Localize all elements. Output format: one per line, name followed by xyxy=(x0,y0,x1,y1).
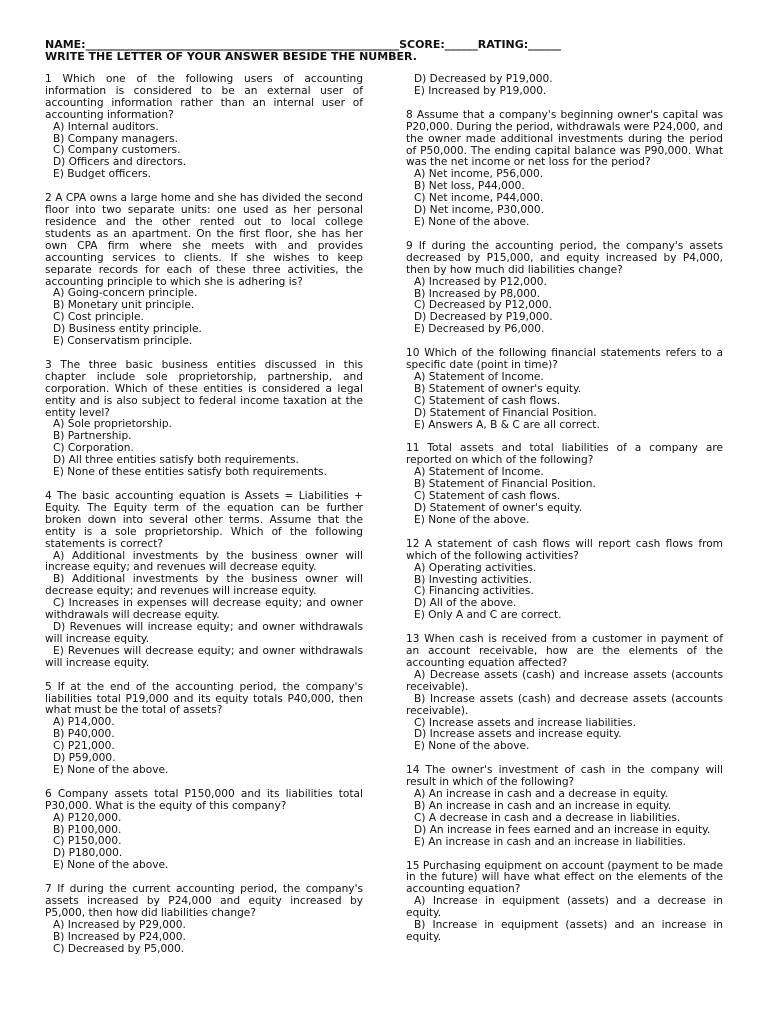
answer-option: C) Increases in expenses will decrease equity; and owner withdrawals will decrease equity. xyxy=(45,597,363,622)
answer-option: A) An increase in cash and a decrease in equity. xyxy=(414,788,669,801)
answer-option: A) Net income, P56,000. xyxy=(414,168,544,181)
answer-option: E) None of the above. xyxy=(414,513,530,526)
answer-option: A) Statement of Income. xyxy=(414,466,544,479)
question-text: 10 Which of the following financial statements refers to a specific date (point in time)? xyxy=(406,347,723,372)
question-text: 4 The basic accounting equation is Assets = Liabilities + Equity. The Equity term of the equation can be further broken down into several other terms. Assume that the entity is a sole proprietorship. Which of the following statements is correct? xyxy=(45,490,363,550)
question-text: 5 If at the end of the accounting period, the company's liabilities total P19,000 and its equity totals P40,000, then what must be the total of assets? xyxy=(45,680,363,717)
left-column xyxy=(45,74,363,968)
answer-option: A) Operating activities. xyxy=(414,561,537,574)
question-text: 1 Which one of the following users of accounting information is considered to be an external user of accounting information rather than an internal user of accounting information? xyxy=(45,73,363,121)
answer-option: C) Statement of cash flows. xyxy=(414,490,561,503)
answer-option: A) Increase in equipment (assets) and a decrease in equity. xyxy=(406,895,723,920)
answer-option: B) An increase in cash and an increase in equity. xyxy=(414,799,672,812)
question-item xyxy=(406,634,723,753)
answer-option: A) Statement of Income. xyxy=(414,370,544,383)
answer-option: B) Additional investments by the business owner will decrease equity; and revenues will increase equity. xyxy=(45,573,363,598)
answer-option: E) None of the above. xyxy=(53,763,169,776)
answer-option: B) Net loss, P44,000. xyxy=(414,180,525,193)
question-text: 9 If during the accounting period, the company's assets decreased by P15,000, and equity increased by P4,000, then by how much did liabilities change? xyxy=(406,239,723,276)
answer-option: D) Officers and directors. xyxy=(53,156,187,169)
answer-option: B) Increased by P8,000. xyxy=(414,287,541,300)
answer-option: D) An increase in fees earned and an increase in equity. xyxy=(414,823,711,836)
answer-option: B) Statement of Financial Position. xyxy=(414,478,596,491)
answer-option: D) Statement of owner's equity. xyxy=(414,502,583,514)
answer-option: B) P40,000. xyxy=(53,728,115,741)
answer-option: D) Revenues will increase equity; and owner withdrawals will increase equity. xyxy=(45,620,363,645)
question-item xyxy=(406,241,723,336)
answer-option: B) Statement of owner's equity. xyxy=(414,382,582,395)
answer-option: E) None of the above. xyxy=(53,859,169,872)
answer-option: E) Revenues will decrease equity; and owner withdrawals will increase equity. xyxy=(45,644,363,669)
right-question-list xyxy=(406,110,723,944)
question-text: 15 Purchasing equipment on account (payment to be made in the future) will have what effect on the elements of the accounting equation? xyxy=(406,859,723,896)
question-item xyxy=(406,110,723,229)
answer-option: E) None of the above. xyxy=(414,215,530,228)
question-item xyxy=(406,443,723,526)
answer-option: C) Statement of cash flows. xyxy=(414,394,561,407)
answer-option: C) Corporation. xyxy=(53,442,134,455)
answer-option: A) Internal auditors. xyxy=(53,120,159,133)
answer-option: A) Additional investments by the business owner will increase equity; and revenues will decrease equity. xyxy=(45,549,363,574)
answer-option: D) Statement of Financial Position. xyxy=(414,406,597,419)
question-text: 12 A statement of cash flows will report cash flows from which of the following activities? xyxy=(406,537,723,562)
answer-option: B) Increase assets (cash) and decrease assets (accounts receivable). xyxy=(406,692,723,717)
answer-option: B) Partnership. xyxy=(53,430,132,443)
answer-option: B) Company managers. xyxy=(53,132,179,145)
question-text: 13 When cash is received from a customer in payment of an account receivable, how are the elements of the accounting equation affected? xyxy=(406,633,723,669)
answer-option: E) Only A and C are correct. xyxy=(414,609,562,622)
name-score-rating-line: NAME:_________________________________________________________SCORE:______RATING:______ xyxy=(45,39,562,51)
answer-option: A) Increased by P29,000. xyxy=(53,918,186,931)
answer-option: C) Financing activities. xyxy=(414,585,534,598)
answer-option: C) Decreased by P5,000. xyxy=(53,942,185,955)
answer-option: D) Net income, P30,000. xyxy=(414,204,544,217)
answer-option: E) None of the above. xyxy=(414,740,530,753)
answer-option: E) Decreased by P6,000. xyxy=(414,323,545,336)
question-item xyxy=(45,74,363,181)
answer-option: A) Decrease assets (cash) and increase assets (accounts receivable). xyxy=(406,668,723,693)
answer-option: E) Increased by P19,000. xyxy=(414,84,547,97)
question-item xyxy=(406,348,723,431)
question-item xyxy=(45,491,363,670)
answer-option: E) Answers A, B & C are all correct. xyxy=(414,418,600,431)
answer-option: A) Going-concern principle. xyxy=(53,287,198,300)
answer-option: D) Increase assets and increase equity. xyxy=(414,728,622,741)
question-item xyxy=(45,789,363,872)
question-text: 2 A CPA owns a large home and she has divided the second floor into two separate units: one used as her personal residence and the other rented out to local college students as an apartment. On the first floor, she has her own CPA firm where she meets with and provides accounting services to clients. If she wishes to keep separate records for each of these three activities, the accounting principle to which she is adhering is? xyxy=(45,192,363,288)
question-text: 6 Company assets total P150,000 and its liabilities total P30,000. What is the equity of this company? xyxy=(45,787,363,812)
answer-option: D) Decreased by P19,000. xyxy=(414,311,553,324)
answer-option: A) P120,000. xyxy=(53,811,122,824)
answer-option: C) Cost principle. xyxy=(53,311,144,324)
instructions: WRITE THE LETTER OF YOUR ANSWER BESIDE THE NUMBER. xyxy=(45,51,417,63)
question-item xyxy=(406,539,723,622)
answer-option: D) All three entities satisfy both requirements. xyxy=(53,454,299,467)
answer-option: C) P21,000. xyxy=(53,740,115,753)
answer-option: B) Monetary unit principle. xyxy=(53,299,195,312)
answer-option: C) P150,000. xyxy=(53,835,122,848)
question-7-continued xyxy=(406,74,723,98)
answer-option: E) Budget officers. xyxy=(53,168,151,181)
answer-option: E) An increase in cash and an increase in liabilities. xyxy=(414,835,686,848)
question-item xyxy=(45,682,363,777)
answer-option: B) Increase in equipment (assets) and an increase in equity. xyxy=(406,919,723,943)
question-item xyxy=(45,193,363,348)
question-text: 3 The three basic business entities discussed in this chapter include sole proprietorship, partnership, and corporation. Which of these entities is considered a legal entity and is also subject to federal income taxation at the entity level? xyxy=(45,358,363,419)
answer-option: A) Sole proprietorship. xyxy=(53,418,172,431)
answer-option: B) P100,000. xyxy=(53,823,122,836)
answer-option: C) Company customers. xyxy=(53,144,181,157)
question-item xyxy=(406,765,723,848)
answer-option: D) P59,000. xyxy=(53,752,116,765)
question-text: 11 Total assets and total liabilities of a company are reported on which of the following? xyxy=(406,442,723,467)
answer-option: D) Business entity principle. xyxy=(53,323,202,336)
answer-option: E) Conservatism principle. xyxy=(53,335,193,348)
answer-option: A) P14,000. xyxy=(53,716,115,729)
question-text: 7 If during the current accounting period, the company's assets increased by P24,000 and equity increased by P5,000, then how did liabilities change? xyxy=(45,883,363,919)
answer-option: C) Increase assets and increase liabilities. xyxy=(414,716,636,729)
question-item xyxy=(406,861,723,944)
answer-option: B) Investing activities. xyxy=(414,573,532,586)
answer-option: C) Net income, P44,000. xyxy=(414,192,544,205)
quiz-header xyxy=(45,39,725,63)
question-text: 8 Assume that a company's beginning owner's capital was P20,000. During the period, withdrawals were P24,000, and the owner made additional investments during the period of P50,000. The ending capital balance was P90,000. What was the net income or net loss for the period? xyxy=(406,108,723,169)
answer-option: C) Decreased by P12,000. xyxy=(414,299,552,312)
answer-option: D) P180,000. xyxy=(53,847,123,860)
right-column xyxy=(406,74,723,956)
answer-option: C) A decrease in cash and a decrease in liabilities. xyxy=(414,811,681,824)
answer-option: D) All of the above. xyxy=(414,597,517,610)
question-item xyxy=(45,360,363,479)
answer-option: D) Decreased by P19,000. xyxy=(414,73,553,85)
answer-option: B) Increased by P24,000. xyxy=(53,930,186,943)
question-item xyxy=(45,884,363,955)
answer-option: E) None of these entities satisfy both requirements. xyxy=(53,466,327,479)
question-text: 14 The owner's investment of cash in the company will result in which of the following? xyxy=(406,764,723,789)
answer-option: A) Increased by P12,000. xyxy=(414,275,547,288)
